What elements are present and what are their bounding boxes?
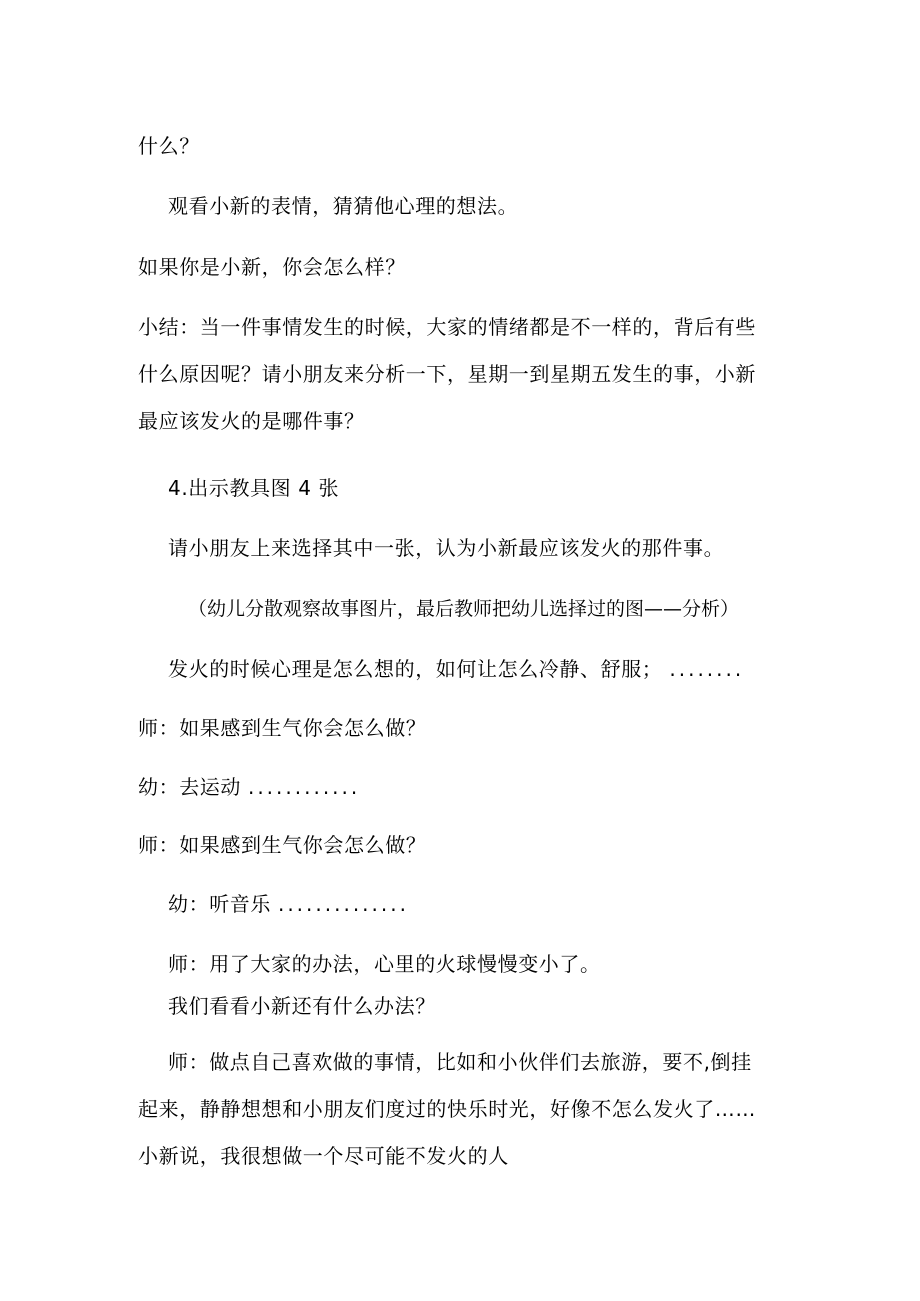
section-heading: 4.出示教具图 4 张 — [168, 476, 340, 500]
text-line: 小结：当一件事情发生的时候，大家的情绪都是不一样的，背后有些 — [138, 315, 756, 339]
dialogue-line: 幼：去运动 ............ — [138, 775, 361, 799]
dialogue-line: 幼：听音乐 .............. — [168, 892, 409, 916]
dialogue-line: 师：用了大家的办法，心里的火球慢慢变小了。 — [168, 952, 601, 976]
text-line: 最应该发火的是哪件事？ — [138, 409, 365, 433]
text-line: 发火的时候心理是怎么想的，如何让怎么冷静、舒服； ........ — [168, 657, 745, 681]
text-line: （幼儿分散观察故事图片，最后教师把幼儿选择过的图——分析） — [188, 598, 740, 620]
dialogue-line: 师：如果感到生气你会怎么做？ — [138, 716, 427, 740]
text-line: 请小朋友上来选择其中一张，认为小新最应该发火的那件事。 — [168, 536, 725, 560]
text-line: 起来，静静想想和小朋友们度过的快乐时光，好像不怎么发火了…… — [138, 1097, 756, 1121]
text-line: 我们看看小新还有什么办法？ — [168, 994, 436, 1018]
dialogue-line: 师：做点自己喜欢做的事情，比如和小伙伴们去旅游，要不,倒挂 — [168, 1050, 752, 1074]
text-line: 小新说，我很想做一个尽可能不发火的人 — [138, 1144, 509, 1168]
dialogue-line: 师：如果感到生气你会怎么做？ — [138, 833, 427, 857]
text-line: 如果你是小新，你会怎么样？ — [138, 255, 406, 279]
text-line: 观看小新的表情，猜猜他心理的想法。 — [168, 194, 519, 218]
text-line: 什么？ — [138, 134, 200, 158]
text-line: 什么原因呢？请小朋友来分析一下，星期一到星期五发生的事，小新 — [138, 362, 756, 386]
